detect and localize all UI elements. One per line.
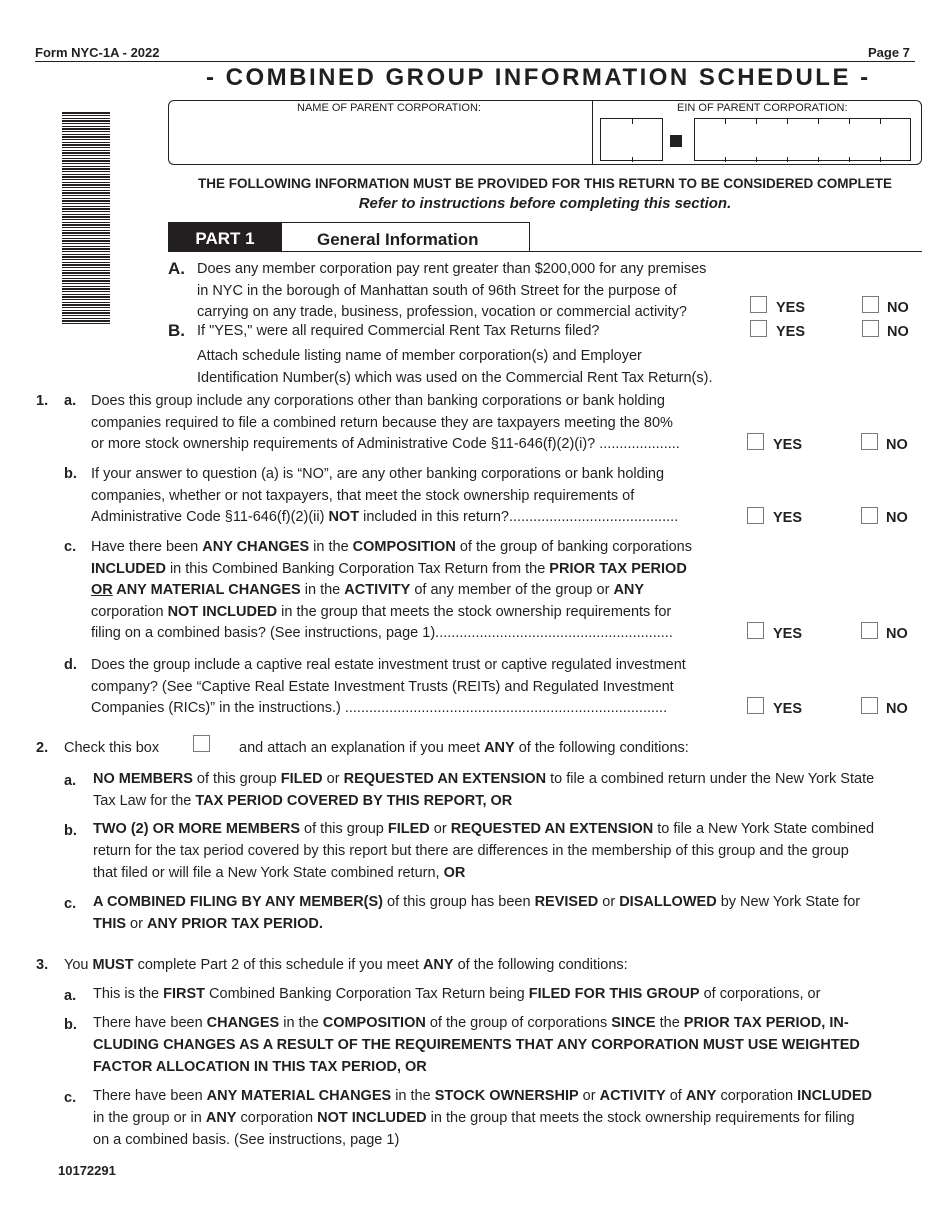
question-1d-no-checkbox[interactable]	[861, 697, 878, 714]
barcode	[62, 112, 110, 324]
question-2-number: 2.	[36, 740, 49, 756]
question-2-checkbox[interactable]	[193, 735, 210, 752]
question-3a-letter: a.	[64, 988, 77, 1004]
question-2c-text: A COMBINED FILING BY ANY MEMBER(S) of this group has been REVISED or DISALLOWED by New York State for THIS or ANY PRIOR TAX PERIOD.	[93, 894, 861, 932]
notice-line2: Refer to instructions before completing this section.	[358, 195, 732, 212]
part1-title: General Information	[282, 222, 530, 252]
notice-line1: THE FOLLOWING INFORMATION MUST BE PROVIDED FOR THIS RETURN TO BE CONSIDERED COMPLETE	[197, 176, 892, 191]
question-b-text: If "YES," were all required Commercial Rent Tax Returns filed?	[197, 323, 600, 339]
question-1c-yes-label: YES	[773, 626, 803, 642]
question-a-no-label: NO	[887, 300, 909, 316]
parent-name-label: NAME OF PARENT CORPORATION:	[297, 102, 481, 114]
part1-rule	[168, 251, 922, 252]
question-1c-yes-checkbox[interactable]	[747, 622, 764, 639]
header-rule	[35, 61, 915, 62]
question-3b-letter: b.	[64, 1017, 77, 1033]
question-a-no-checkbox[interactable]	[862, 296, 879, 313]
page-title: - COMBINED GROUP INFORMATION SCHEDULE -	[206, 64, 871, 91]
question-3-text: You MUST complete Part 2 of this schedule if you meet ANY of the following conditions:	[64, 957, 628, 973]
question-a-letter: A.	[168, 259, 185, 278]
question-1d-yes-label: YES	[773, 701, 803, 717]
question-1c-no-label: NO	[886, 626, 908, 642]
question-2a-text: NO MEMBERS of this group FILED or REQUESTED AN EXTENSION to file a combined return under the New York State Tax Law for the TAX PERIOD COVERED BY THIS REPORT, OR	[93, 771, 875, 809]
question-1a-yes-label: YES	[773, 437, 803, 453]
ein-suffix-field[interactable]	[694, 118, 911, 161]
question-1a-yes-checkbox[interactable]	[747, 433, 764, 450]
parent-name-field[interactable]	[180, 118, 585, 160]
question-3-number: 3.	[36, 957, 49, 973]
question-b-yes-checkbox[interactable]	[750, 320, 767, 337]
question-b-no-checkbox[interactable]	[862, 320, 879, 337]
question-b-yes-label: YES	[776, 324, 806, 340]
part1-tag: PART 1	[168, 222, 282, 252]
question-1c-letter: c.	[64, 539, 77, 555]
question-2b-letter: b.	[64, 823, 77, 839]
question-1d-yes-checkbox[interactable]	[747, 697, 764, 714]
question-2-pre-text: Check this box	[64, 740, 160, 756]
ein-separator-icon	[670, 135, 682, 147]
question-3b-text: There have been CHANGES in the COMPOSITION of the group of corporations SINCE the PRIOR TAX PERIOD, IN- CLUDING CHANGES AS A RESULT OF THE REQUIREMENTS THAT ANY CORPORATION MUST USE WEIGHTED FACTOR ALLOCATION IN THIS TAX PERIOD, OR	[93, 1015, 860, 1075]
question-2a-letter: a.	[64, 773, 77, 789]
form-label: Form NYC-1A - 2022	[35, 45, 160, 60]
parent-ein-label: EIN OF PARENT CORPORATION:	[677, 102, 848, 114]
question-3c-text: There have been ANY MATERIAL CHANGES in the STOCK OWNERSHIP or ACTIVITY of ANY corporation INCLUDED in the group or in ANY corporation NOT INCLUDED in the group that meets the stock ownership requirements for filing on a combined basis. (See instructions, page 1)	[93, 1088, 872, 1148]
question-1b-yes-checkbox[interactable]	[747, 507, 764, 524]
question-1a-no-checkbox[interactable]	[861, 433, 878, 450]
question-3a-text: This is the FIRST Combined Banking Corporation Tax Return being FILED FOR THIS GROUP of corporations, or	[93, 986, 821, 1002]
question-1-number: 1.	[36, 393, 49, 409]
question-2-post-text: and attach an explanation if you meet ANY of the following conditions:	[239, 740, 689, 756]
ein-prefix-field[interactable]	[600, 118, 663, 161]
question-1d-text: Does the group include a captive real estate investment trust or captive regulated investment company? (See “Captive Real Estate Investment Trusts (REITs) and Regulated Investment Companies (RICs)” in the instructions.) ................................................................................	[91, 657, 686, 716]
question-1d-no-label: NO	[886, 701, 908, 717]
question-1b-yes-label: YES	[773, 510, 803, 526]
question-a-yes-checkbox[interactable]	[750, 296, 767, 313]
question-1d-letter: d.	[64, 657, 77, 673]
question-1b-text: If your answer to question (a) is “NO”, are any other banking corporations or bank holding companies, whether or not taxpayers, that meet the stock ownership requirements of Administrative Code §11-646(f)(2)(ii) NOT included in this return?..........................................	[91, 466, 679, 525]
question-1b-no-checkbox[interactable]	[861, 507, 878, 524]
form-code: 10172291	[58, 1163, 116, 1178]
question-b-no-label: NO	[887, 324, 909, 340]
question-3c-letter: c.	[64, 1090, 77, 1106]
question-1a-letter: a.	[64, 393, 77, 409]
parent-box-divider	[592, 100, 593, 165]
question-2c-letter: c.	[64, 896, 77, 912]
question-1c-no-checkbox[interactable]	[861, 622, 878, 639]
question-1a-text: Does this group include any corporations other than banking corporations or bank holding companies required to file a combined return because they are taxpayers meeting the 80% or more stock ownership requirements of Administrative Code §11-646(f)(2)(i)? ....................	[91, 393, 680, 452]
page-label: Page 7	[868, 45, 910, 60]
question-b-attach-note: Attach schedule listing name of member corporation(s) and Employer Identification Number(s) which was used on the Commercial Rent Tax Return(s).	[197, 348, 713, 386]
question-b-letter: B.	[168, 321, 185, 340]
question-1a-no-label: NO	[886, 437, 908, 453]
question-1b-no-label: NO	[886, 510, 908, 526]
question-a-yes-label: YES	[776, 300, 806, 316]
question-1b-letter: b.	[64, 466, 77, 482]
question-1c-text: Have there been ANY CHANGES in the COMPOSITION of the group of banking corporations INCLUDED in this Combined Banking Corporation Tax Return from the PRIOR TAX PERIOD OR ANY MATERIAL CHANGES in the ACTIVITY of any member of the group or ANY corporation NOT INCLUDED in the group that meets the stock ownership requirements for filing on a combined basis? (See instructions, page 1)...........................................................	[91, 539, 692, 641]
question-a-text: Does any member corporation pay rent greater than $200,000 for any premises in NYC in the borough of Manhattan south of 96th Street for the purpose of carrying on any trade, business, profession, vocation or commercial activity?	[197, 261, 707, 320]
question-2b-text: TWO (2) OR MORE MEMBERS of this group FILED or REQUESTED AN EXTENSION to file a New York State combined return for the tax period covered by this report but there are differences in the membership of this group and the group that filed or will file a New York State combined return, OR	[93, 821, 875, 881]
